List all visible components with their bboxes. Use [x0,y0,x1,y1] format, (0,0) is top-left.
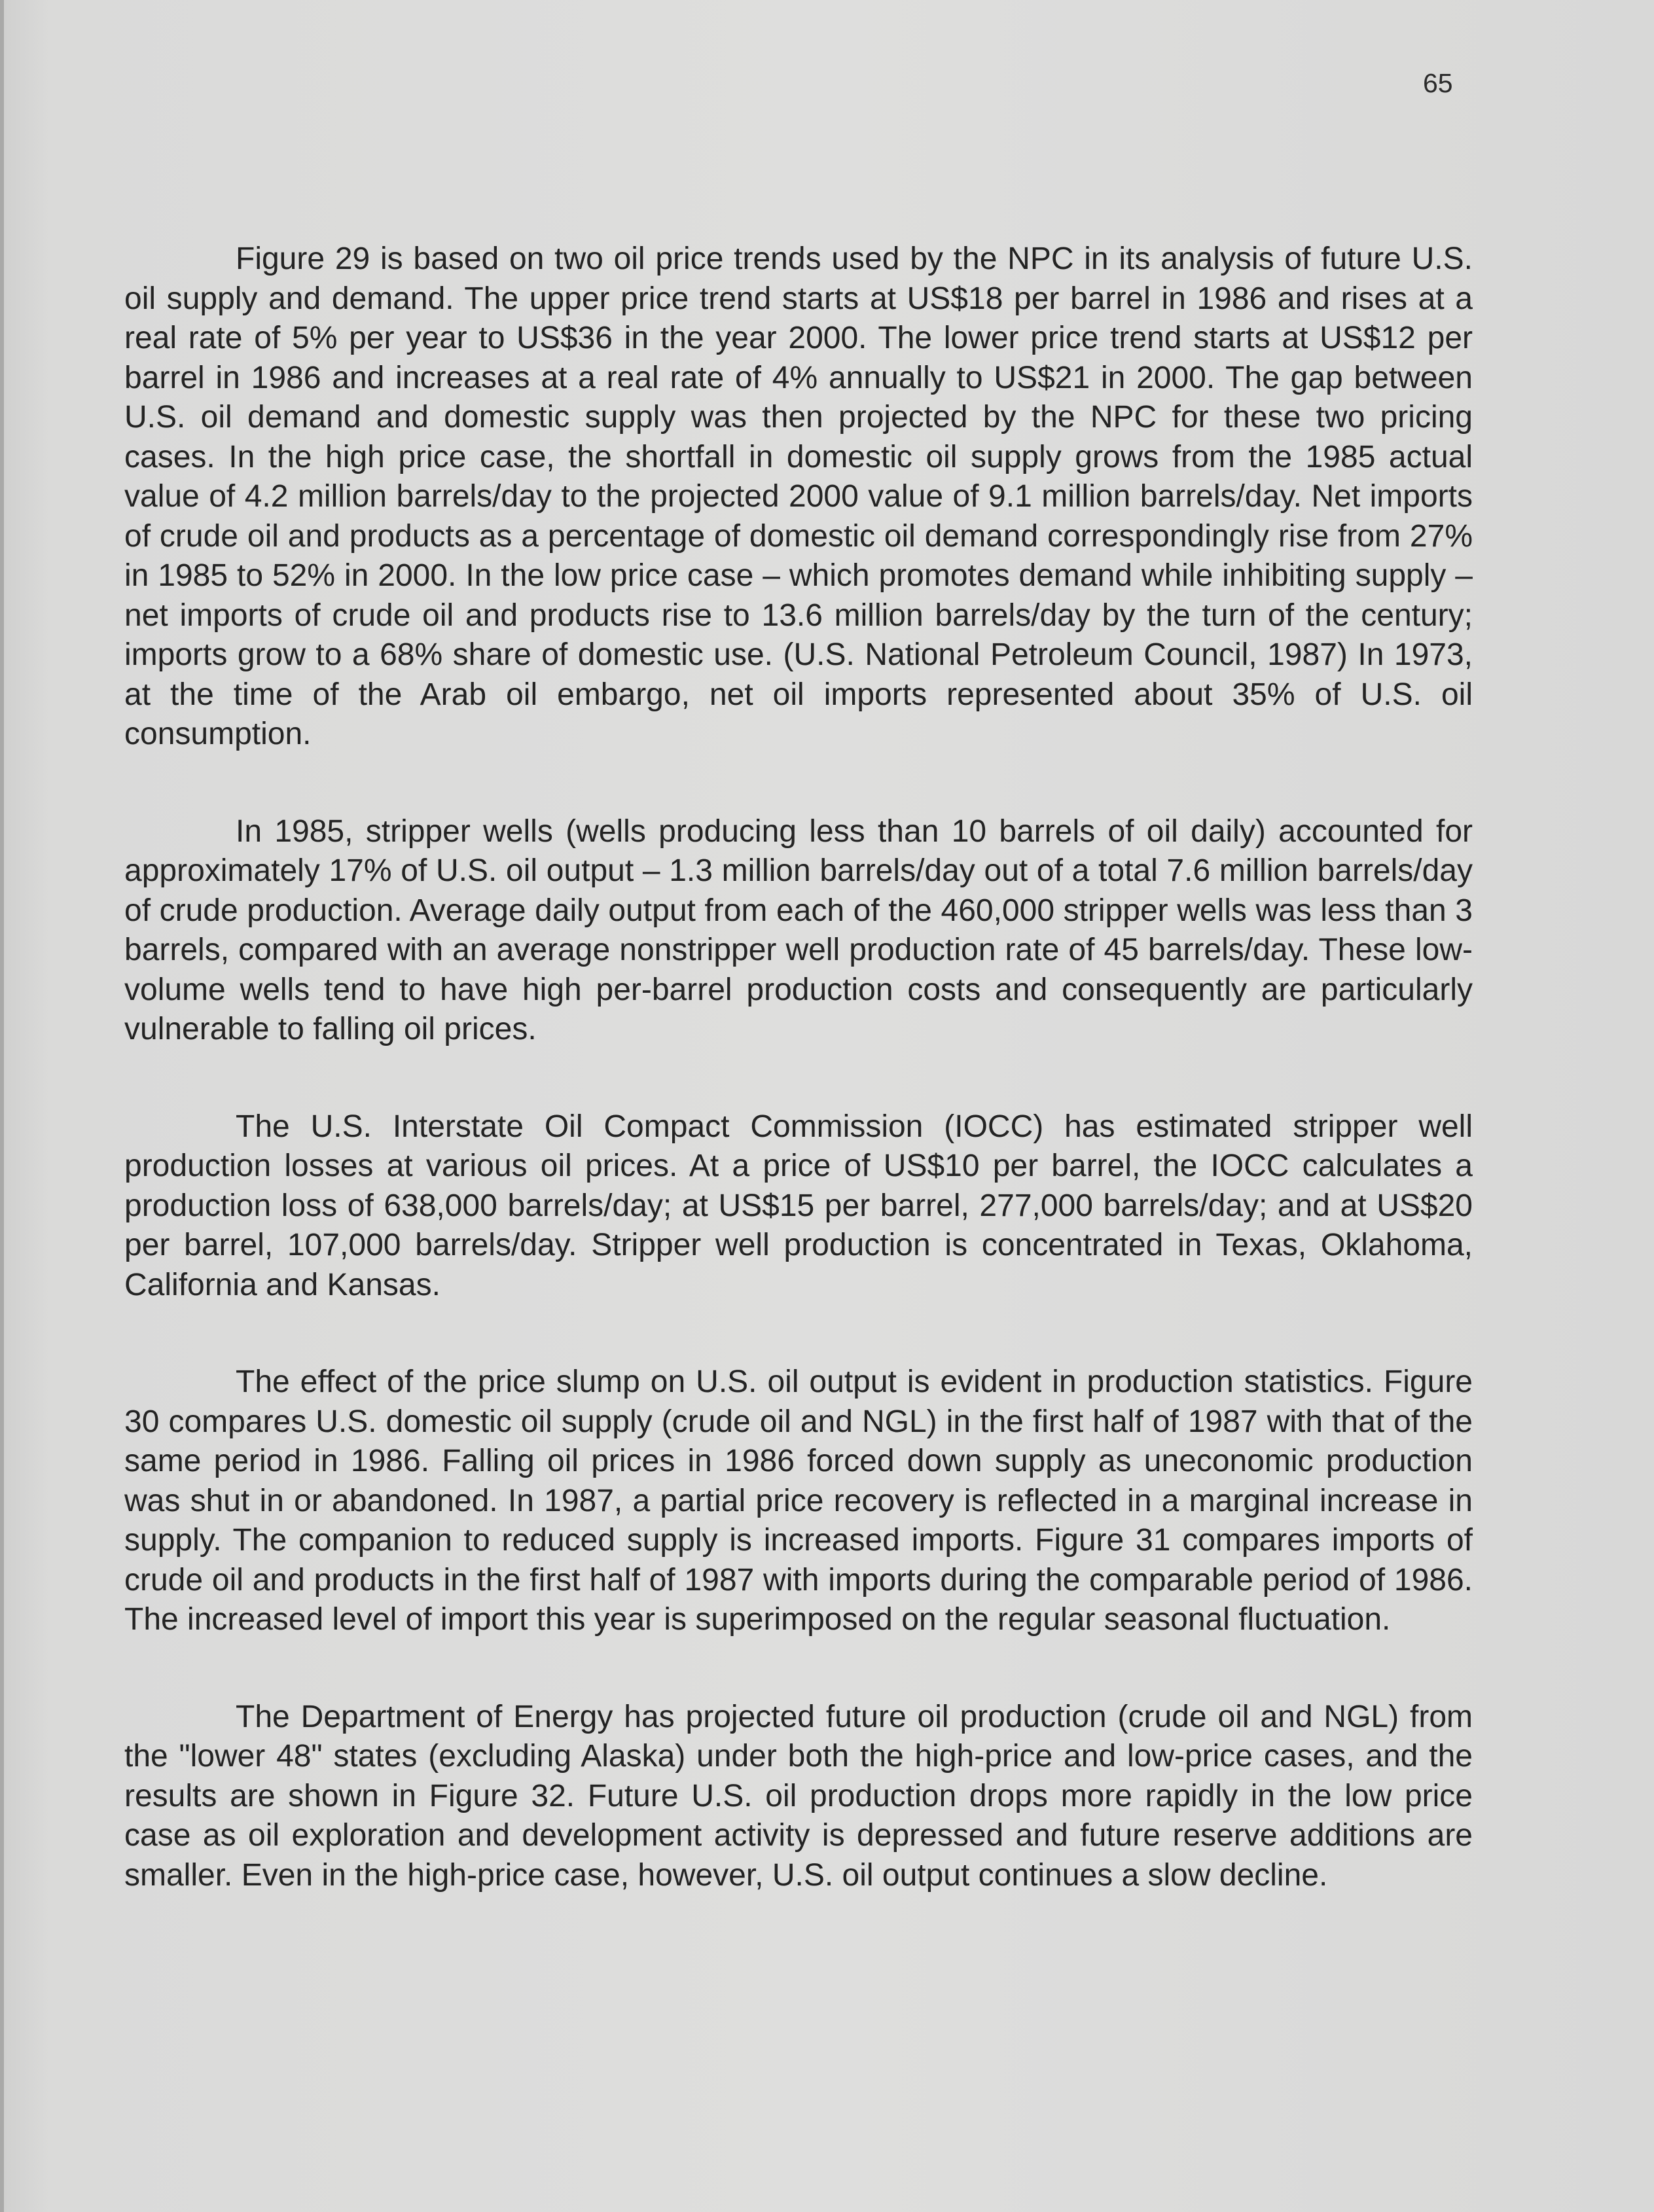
page-edge-shadow [0,0,4,2212]
paragraph-iocc-estimates: The U.S. Interstate Oil Compact Commission (IOCC) has estimated stripper well production losses at various oil prices. At a price of US$10 per barrel, the IOCC calculates a production loss of 638,000 barrels/day; at US$15 per barrel, 277,000 barrels/day; and at US$20 per barrel, 107,000 barrels/day. Stripper well production is concentrated in Texas, Oklahoma, California and Kansas. [124,1109,1473,1302]
paragraph-price-slump-effect: The effect of the price slump on U.S. oil output is evident in production statistics. Figure 30 compares U.S. domestic oil supply (crude oil and NGL) in the first half of 1987 with that of the same period in 1986. Falling oil prices in 1986 forced down supply as uneconomic production was shut in or abandoned. In 1987, a partial price recovery is reflected in a marginal increase in supply. The companion to reduced supply is increased imports. Figure 31 compares imports of crude oil and products in the first half of 1987 with imports during the comparable period of 1986. The increased level of import this year is superimposed on the regular seasonal fluctuation. [124,1365,1473,1637]
page-number: 65 [1423,68,1453,98]
paragraph-oil-price-trends: Figure 29 is based on two oil price trends used by the NPC in its analysis of future U.S. oil supply and demand. The upper price trend starts at US$18 per barrel in 1986 and rises at a real rate of 5% per year to US$36 in the year 2000. The lower price trend starts at US$12 per barrel in 1986 and increases at a real rate of 4% annually to US$21 in 2000. The gap between U.S. oil demand and domestic supply was then projected by the NPC for these two pricing cases. In the high price case, the shortfall in domestic oil supply grows from the 1985 actual value of 4.2 million barrels/day to the projected 2000 value of 9.1 million barrels/day. Net imports of crude oil and products as a percentage of domestic oil demand correspondingly rise from 27% in 1985 to 52% in 2000. In the low price case – which promotes demand while inhibiting supply – net imports of crude oil and products rise to 13.6 million barrels/day by the turn of the century; imports grow to a 68% share of domestic use. (U.S. National Petroleum Council, 1987) In 1973, at the time of the Arab oil embargo, net oil imports represented about 35% of U.S. oil consumption. [124,241,1473,751]
paragraph-doe-projection: The Department of Energy has projected future oil production (crude oil and NGL) from the "lower 48" states (excluding Alaska) under both the high-price and low-price cases, and the results are shown in Figure 32. Future U.S. oil production drops more rapidly in the low price case as oil exploration and development activity is depressed and future reserve additions are smaller. Even in the high-price case, however, U.S. oil output continues a slow decline. [124,1699,1473,1893]
body-text [124,240,1473,1953]
paragraph-stripper-wells: In 1985, stripper wells (wells producing less than 10 barrels of oil daily) accounted for approximately 17% of U.S. oil output – 1.3 million barrels/day out of a total 7.6 million barrels/day of crude production. Average daily output from each of the 460,000 stripper wells was less than 3 barrels, compared with an average nonstripper well production rate of 45 barrels/day. These low-volume wells tend to have high per-barrel production costs and consequently are particularly vulnerable to falling oil prices. [124,813,1473,1046]
